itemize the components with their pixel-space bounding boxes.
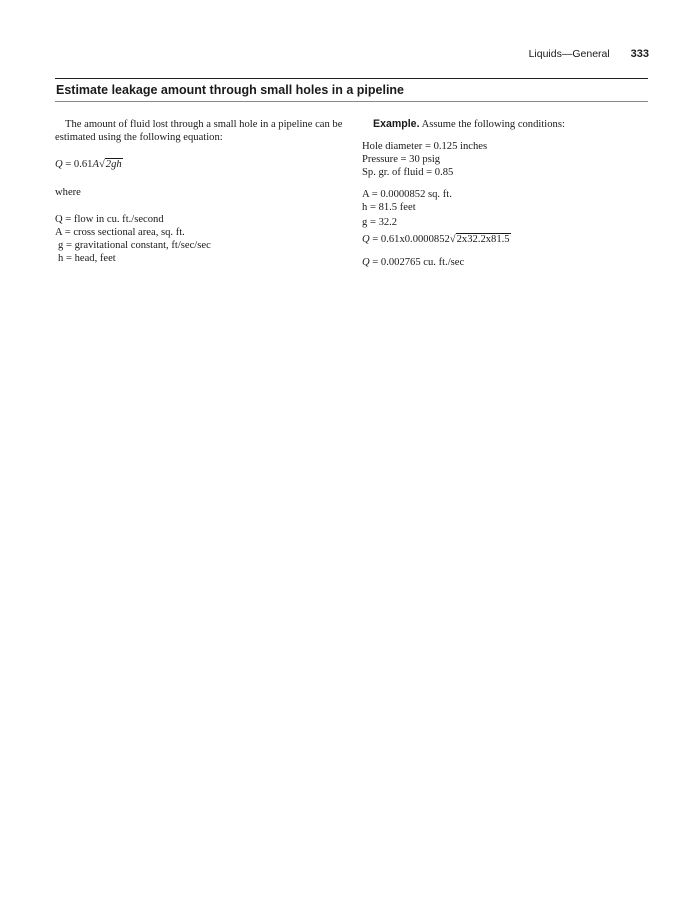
intro-paragraph: The amount of fluid lost through a small hole in a pipeline can be estimated using the following equation: [55,119,343,143]
calc-square-root [450,233,511,246]
definition-q: Q = flow in cu. ft./second [55,214,164,225]
section-title: Estimate leakage amount through small holes in a pipeline [56,83,404,97]
definition-a: A = cross sectional area, sq. ft. [55,227,185,238]
section-rule-top [55,78,648,79]
square-root [99,158,123,171]
calc-rhs: = 0.61x0.0000852 [369,234,450,245]
condition-pressure: Pressure = 30 psig [362,154,441,165]
condition-specific-gravity: Sp. gr. of fluid = 0.85 [362,167,454,178]
definition-g: g = gravitational constant, ft/sec/sec [58,240,211,251]
value-head: h = 81.5 feet [362,202,416,213]
value-area: A = 0.0000852 sq. ft. [362,189,452,200]
radical-sign-icon: √ [449,234,456,245]
definition-h: h = head, feet [58,253,116,264]
running-title: Liquids—General [528,48,610,60]
equation-radicand: 2gh [105,159,122,170]
value-gravity: g = 32.2 [362,217,398,228]
condition-hole-diameter: Hole diameter = 0.125 inches [362,141,488,152]
calc-radicand: 2x32.2x81.5 [456,234,510,245]
leakage-equation [55,158,123,171]
where-label: where [55,187,81,198]
example-intro: Assume the following conditions: [419,119,565,130]
left-column [55,118,347,264]
calculation-equation [362,233,511,246]
section-rule-bottom [55,101,648,102]
calc-lhs: Q [362,234,370,245]
result-equation [362,256,464,269]
equation-lhs: Q [55,159,63,170]
result-rhs: = 0.002765 cu. ft./sec [369,257,465,268]
radical-sign-icon: √ [98,159,105,170]
equation-coefficient: = 0.61 [62,159,93,170]
example-label: Example. [373,118,420,130]
running-header [529,48,649,60]
page-number: 333 [630,48,649,60]
result-lhs: Q [362,257,370,268]
equation-area: A [92,159,99,170]
example-heading [373,118,565,131]
